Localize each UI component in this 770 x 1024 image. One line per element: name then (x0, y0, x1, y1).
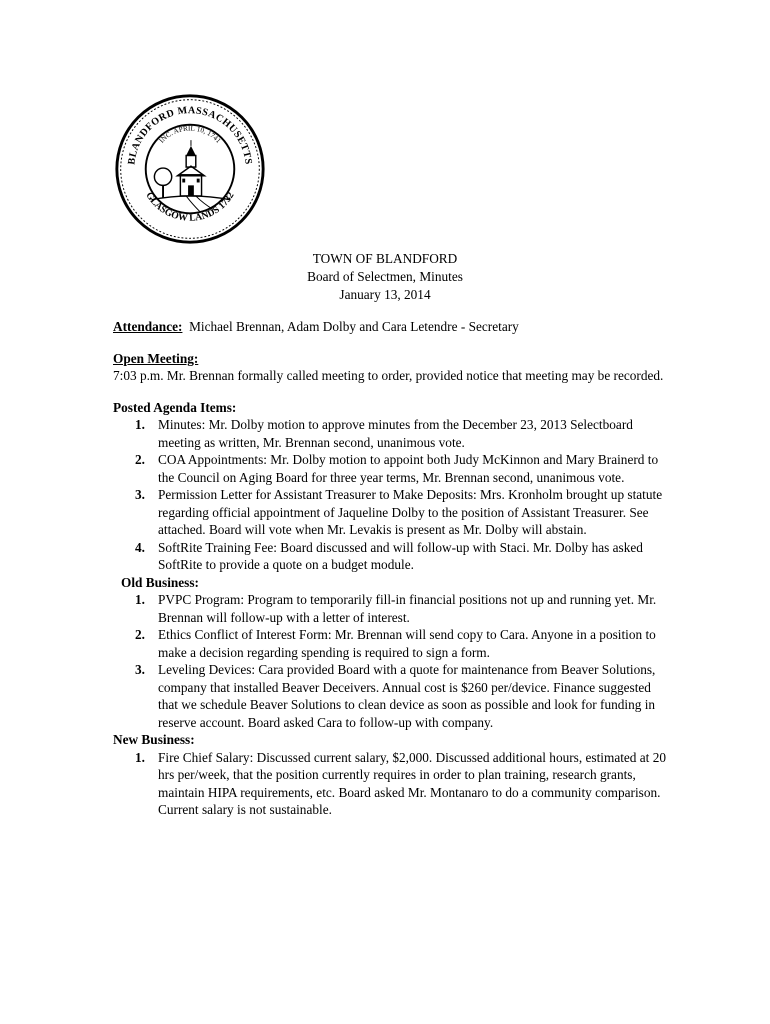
posted-agenda-heading: Posted Agenda Items: (113, 399, 237, 415)
document-header (0, 250, 770, 304)
old-business-heading: Old Business: (121, 574, 199, 590)
minutes-body (113, 318, 673, 819)
town-name: TOWN OF BLANDFORD (312, 251, 458, 266)
list-item (113, 661, 673, 731)
old-business-list (113, 591, 673, 731)
svg-text:GLASGOW LANDS 1732: GLASGOW LANDS 1732 (143, 190, 237, 224)
attendance-label: Attendance: (113, 319, 183, 334)
list-item (113, 486, 673, 539)
list-text: Minutes: Mr. Dolby motion to approve minutes from the December 23, 2013 Selectboard meeting as written, Mr. Brennan second, unanimous vote. (158, 417, 633, 450)
list-text: Ethics Conflict of Interest Form: Mr. Brennan will send copy to Cara. Anyone in a position to make a decision regarding spending is required to sign a form. (158, 627, 656, 660)
meeting-date: January 13, 2014 (339, 287, 431, 302)
attendance-text: Michael Brennan, Adam Dolby and Cara Letendre - Secretary (182, 319, 519, 334)
attendance-line (113, 318, 673, 336)
town-seal-logo (113, 92, 267, 246)
open-meeting-heading: Open Meeting: (113, 350, 199, 366)
list-number: 3. (135, 662, 145, 677)
list-number: 1. (135, 592, 145, 607)
list-text: SoftRite Training Fee: Board discussed and will follow-up with Staci. Mr. Dolby has asked SoftRite to provide a quote on a budget module. (158, 539, 643, 572)
list-number: 1. (135, 417, 145, 432)
list-item (113, 626, 673, 661)
posted-agenda-list (113, 416, 673, 574)
list-number: 2. (135, 627, 145, 642)
new-business-heading: New Business: (113, 732, 195, 747)
list-number: 4. (135, 539, 145, 555)
list-item (113, 416, 673, 451)
list-number: 1. (135, 749, 145, 765)
svg-text:BLANDFORD MASSACHUSETTS: BLANDFORD MASSACHUSETTS (126, 105, 254, 166)
list-text: PVPC Program: Program to temporarily fill-in financial positions not up and running yet. Mr. Brennan will follow-up with a letter of interest. (158, 592, 657, 625)
board-title: Board of Selectmen, Minutes (307, 269, 463, 284)
svg-text:INC. APRIL 10, 1741: INC. APRIL 10, 1741 (157, 124, 223, 145)
new-business-list (113, 749, 673, 819)
open-meeting-text: 7:03 p.m. Mr. Brennan formally called meeting to order, provided notice that meeting may be recorded. (113, 368, 664, 383)
list-text: COA Appointments: Mr. Dolby motion to appoint both Judy McKinnon and Mary Brainerd to the Council on Aging Board for three year terms, Mr. Brennan second, unanimous vote. (158, 452, 659, 485)
list-number: 2. (135, 452, 145, 467)
list-item (113, 539, 673, 574)
list-item (113, 451, 673, 486)
list-text: Permission Letter for Assistant Treasurer to Make Deposits: Mrs. Kronholm brought up statute regarding official appointment of Jaqueline Dolby to the position of Assistant Treasurer. See attached. Board will vote when Mr. Levakis is present as Mr. Dolby will abstain. (158, 487, 663, 537)
list-item (113, 591, 673, 626)
list-text: Leveling Devices: Cara provided Board with a quote for maintenance from Beaver Solutions, company that installed Beaver Deceivers. Annual cost is $260 per/device. Finance suggested that we schedule Beaver Solutions to clean device as soon as possible and look for funding in reserve account. Board asked Cara to follow-up with company. (158, 662, 656, 730)
list-item (113, 749, 673, 819)
list-text: Fire Chief Salary: Discussed current salary, $2,000. Discussed additional hours, estimated at 20 hrs per/week, that the position currently requires in order to plan training, research grants, maintain HIPA requirements, etc. Board asked Mr. Montanaro to do a community comparison. Current salary is not sustainable. (158, 749, 667, 817)
list-number: 3. (135, 487, 145, 502)
